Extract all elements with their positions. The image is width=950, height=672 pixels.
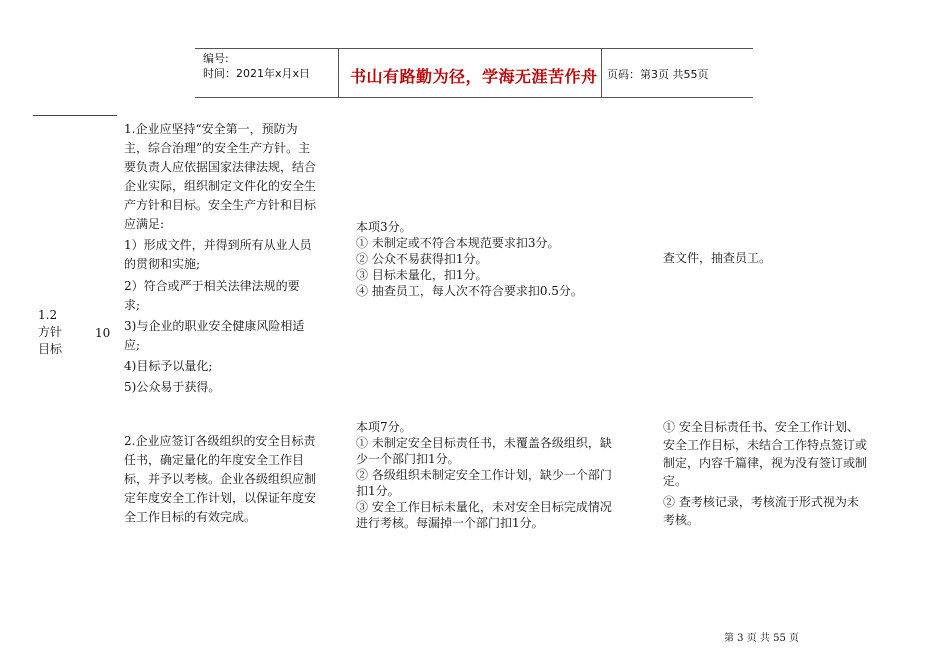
item-name-line: 方针 xyxy=(38,325,63,339)
requirement-line: 求; xyxy=(124,298,141,312)
scoring-line: 扣1分。 xyxy=(356,484,400,498)
requirement-line: 任书，确定量化的年度安全工作目 xyxy=(124,453,305,467)
requirement-1 xyxy=(124,120,352,397)
scoring-line: 本项3分。 xyxy=(356,220,412,234)
method-line: 安全工作目标，未结合工作特点签订或 xyxy=(663,438,868,452)
header-meta xyxy=(203,51,310,81)
left-rule xyxy=(33,115,117,116)
scoring-line: ① 未制定或不符合本规范要求扣3分。 xyxy=(356,236,560,250)
requirement-line: 3)与企业的职业安全健康风险相适 xyxy=(124,319,305,333)
scoring-line: ③ 安全工作目标未量化，未对安全目标完成情况 xyxy=(356,500,612,514)
requirement-line: 应满足: xyxy=(124,217,165,231)
requirement-line: 2）符合或严于相关法律法规的要 xyxy=(124,279,300,293)
item-label xyxy=(38,307,62,358)
method-line: ② 查考核记录，考核流于形式视为未 xyxy=(663,495,859,509)
scoring-line: 本项7分。 xyxy=(356,420,412,434)
scoring-1 xyxy=(356,219,656,299)
item-name-line: 目标 xyxy=(38,342,63,356)
method-line: 查文件，抽查员工。 xyxy=(663,251,772,265)
header-divider xyxy=(338,49,339,97)
document-time-label: 时间：2021年x月x日 xyxy=(203,67,311,80)
scoring-line: ② 各级组织未制定安全工作计划，缺少一个部门 xyxy=(356,468,612,482)
page-footer: 第 3 页 共 55 页 xyxy=(724,633,799,644)
scoring-line: ③ 目标未量化，扣1分。 xyxy=(356,268,488,282)
requirement-line: 的贯彻和实施; xyxy=(124,257,201,271)
header-motto: 书山有路勤为径，学海无涯苦作舟 xyxy=(350,67,598,86)
requirement-line: 定年度安全工作计划，以保证年度安 xyxy=(124,491,317,505)
requirement-line: 应; xyxy=(124,338,141,352)
requirement-line: 产方针和目标。安全生产方针和目标 xyxy=(124,198,317,212)
method-line: 定。 xyxy=(663,474,688,488)
requirement-line: 2.企业应签订各级组织的安全目标责 xyxy=(124,434,316,448)
scoring-line: ② 公众不易获得扣1分。 xyxy=(356,252,488,266)
item-score: 10 xyxy=(95,326,111,340)
item-code: 1.2 xyxy=(38,308,58,322)
requirement-line: 要负责人应依据国家法律法规，结合 xyxy=(124,160,317,174)
method-2 xyxy=(663,418,903,529)
method-line: 考核。 xyxy=(663,513,700,527)
requirement-line: 全工作目标的有效完成。 xyxy=(124,510,257,524)
requirement-line: 5)公众易于获得。 xyxy=(124,380,221,394)
header-page-info: 页码：第3页 共55页 xyxy=(607,68,709,81)
requirement-line: 4)目标予以量化; xyxy=(124,359,213,373)
page-header xyxy=(195,48,753,98)
scoring-line: 少一个部门扣1分。 xyxy=(356,452,460,466)
scoring-2 xyxy=(356,419,656,531)
scoring-line: 进行考核。每漏掉一个部门扣1分。 xyxy=(356,516,544,530)
requirement-line: 企业实际，组织制定文件化的安全生 xyxy=(124,179,317,193)
requirement-line: 标，并予以考核。企业各级组织应制 xyxy=(124,472,317,486)
document-number-label: 编号: xyxy=(203,52,229,65)
requirement-line: 主，综合治理”的安全生产方针。主 xyxy=(124,141,311,155)
requirement-2 xyxy=(124,432,352,527)
scoring-line: ④ 抽查员工，每人次不符合要求扣0.5分。 xyxy=(356,284,583,298)
method-line: 制定，内容千篇律，视为没有签订或制 xyxy=(663,456,868,470)
header-divider xyxy=(601,49,602,97)
requirement-line: 1）形成文件，并得到所有从业人员 xyxy=(124,238,312,252)
method-1 xyxy=(663,249,903,267)
requirement-line: 1.企业应坚持“安全第一，预防为 xyxy=(124,122,298,136)
scoring-line: ① 未制定安全目标责任书，未覆盖各级组织，缺 xyxy=(356,436,612,450)
method-line: ① 安全目标责任书、安全工作计划、 xyxy=(663,420,859,434)
